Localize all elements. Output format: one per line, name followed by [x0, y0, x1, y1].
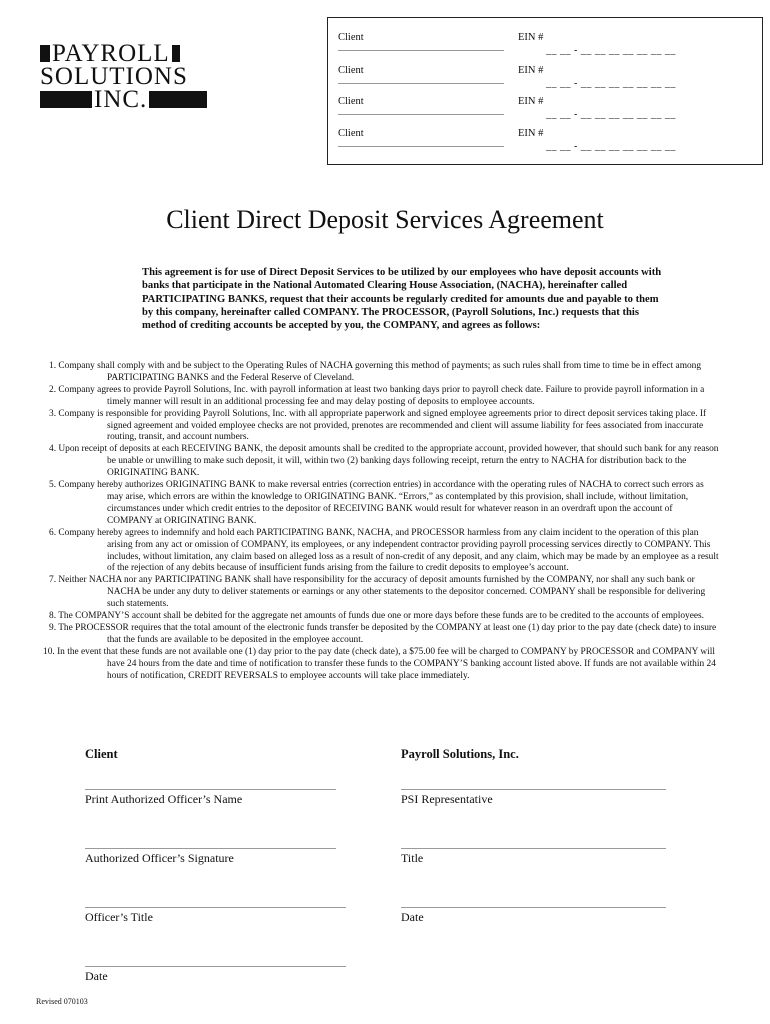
- client-row: [328, 128, 762, 160]
- logo-row-3: [40, 88, 208, 111]
- officer-title-line[interactable]: [85, 907, 346, 908]
- ein-field[interactable]: __ __ - __ __ __ __ __ __ __: [546, 141, 676, 152]
- logo-row-1: [40, 42, 208, 65]
- logo-block: [40, 91, 92, 108]
- ein-label: EIN #: [518, 96, 544, 107]
- logo-text-solutions: SOLUTIONS: [40, 63, 188, 90]
- officer-title-label: Officer’s Title: [85, 910, 153, 924]
- officer-name-line[interactable]: [85, 789, 336, 790]
- officer-signature-label: Authorized Officer’s Signature: [85, 851, 234, 865]
- ein-field[interactable]: __ __ - __ __ __ __ __ __ __: [546, 45, 676, 56]
- title-label: Title: [401, 851, 424, 865]
- psi-representative-label: PSI Representative: [401, 792, 493, 806]
- psi-date-line[interactable]: [401, 907, 666, 908]
- client-row: [328, 32, 762, 64]
- term-item: 2. Company agrees to provide Payroll Solutions, Inc. with payroll information at least two banking days prior to payroll check date. Failure to provide payroll information in a timely manner will result in an additional processing fee and may delay posting of deposits to employee accounts.: [49, 384, 705, 407]
- logo-block: [172, 45, 180, 62]
- logo-block: [40, 45, 50, 62]
- client-row: [328, 65, 762, 97]
- ein-label: EIN #: [518, 32, 544, 43]
- logo-text-payroll: PAYROLL: [52, 40, 170, 67]
- client-ein-box: [327, 17, 763, 165]
- client-row: [328, 96, 762, 128]
- term-item: 9. The PROCESSOR requires that the total amount of the electronic funds transfer be deposited by the COMPANY at least one (1) day prior to the pay date (check date) to insure that the funds are available to be deposited in the employee account.: [49, 622, 717, 645]
- client-name-field[interactable]: [338, 114, 504, 115]
- intro-paragraph: This agreement is for use of Direct Deposit Services to be utilized by our employees who have deposit accounts with banks that participate in the National Automated Clearing House Association, (NACHA), hereinafter called PARTICIPATING BANKS, request that their accounts be regularly credited for amounts due and payable to them by this company, hereinafter called COMPANY. The PROCESSOR, (Payroll Solutions, Inc.) requests that this method of crediting accounts be accepted by you, the COMPANY, and agrees as follows:: [142, 267, 662, 332]
- ein-field[interactable]: __ __ - __ __ __ __ __ __ __: [546, 78, 676, 89]
- client-heading: Client: [85, 747, 118, 761]
- client-label: Client: [338, 128, 364, 139]
- term-item: 4. Upon receipt of deposits at each RECEIVING BANK, the deposit amounts shall be credited to the appropriate account, provided however, that should such bank for any reason be unable or unwilling to make such deposit, it will, within two (2) banking days following receipt, return the entry to NACHA for distribution back to the ORIGINATING BANK.: [49, 444, 719, 479]
- term-item: 8. The COMPANY’S account shall be debited for the aggregate net amounts of funds due one or more days before these funds are to be credited to the accounts of employees.: [49, 611, 705, 622]
- term-item: 7. Neither NACHA nor any PARTICIPATING BANK shall have responsibility for the accuracy of deposit amounts furnished by the COMPANY, nor shall any such bank or NACHA be under any duty to deliver statements or earnings or any other statements to the depositor concerned. COMPANY shall be responsible for delivering such statements.: [49, 575, 706, 610]
- logo-block: [149, 91, 207, 108]
- psi-heading: Payroll Solutions, Inc.: [401, 747, 519, 761]
- officer-signature-line[interactable]: [85, 848, 336, 849]
- client-label: Client: [338, 96, 364, 107]
- date-label-left: Date: [85, 969, 108, 983]
- client-name-field[interactable]: [338, 146, 504, 147]
- company-logo: [40, 42, 208, 111]
- logo-text-inc: INC.: [94, 86, 148, 113]
- psi-title-line[interactable]: [401, 848, 666, 849]
- term-item: 6. Company hereby agrees to indemnify and hold each PARTICIPATING BANK, NACHA, and PROCESSOR harmless from any claim incident to the operation of this plan arising from any act or omission of COMPANY, its employees, or any independent contractor providing payroll processing services directly to COMPANY. This includes, without limitation, any claim based on alleged loss as a result of non-credit of any deposit, and any claim, which may be made by an employee as a result of the rejection of any debits because of insufficient funds arising from the failure to credit deposits to employee’s account.: [49, 527, 719, 574]
- print-officer-name-label: Print Authorized Officer’s Name: [85, 792, 243, 806]
- ein-label: EIN #: [518, 65, 544, 76]
- client-name-field[interactable]: [338, 83, 504, 84]
- ein-label: EIN #: [518, 128, 544, 139]
- date-label-right: Date: [401, 910, 424, 924]
- term-item: 5. Company hereby authorizes ORIGINATING BANK to make reversal entries (correction entries) in accordance with the operating rules of NACHA to correct such errors as may arise, which errors are within the knowledge to ORIGINATING BANK. “Errors,” as contemplated by this provision, shall include, without limitation, circumstances under which credit entries to the depositor of RECEIVING BANK would result for whatever reason in an overdraft upon the account of COMPANY at ORIGINATING BANK.: [49, 480, 704, 526]
- document-title: Client Direct Deposit Services Agreement: [166, 205, 604, 234]
- psi-representative-line[interactable]: [401, 789, 666, 790]
- client-date-line[interactable]: [85, 966, 346, 967]
- terms-list: [20, 361, 720, 682]
- revision-note: Revised 070103: [36, 997, 88, 1006]
- term-item: 10. In the event that these funds are not available one (1) day prior to the pay date (check date), a $75.00 fee will be charged to COMPANY by PROCESSOR and COMPANY will have 24 hours from the date and time of notification to transfer these funds to the COMPANY’S banking account listed above. If funds are not available within 24 hours of notification, CREDIT REVERSALS to employee accounts will take place immediately.: [43, 646, 716, 681]
- ein-field[interactable]: __ __ - __ __ __ __ __ __ __: [546, 109, 676, 120]
- client-label: Client: [338, 65, 364, 76]
- client-name-field[interactable]: [338, 50, 504, 51]
- term-item: 3. Company is responsible for providing Payroll Solutions, Inc. with all appropriate paperwork and signed employee agreements prior to direct deposit services taking place. If signed agreement and voided employee checks are not provided, prenotes are recommended and client will assume liability for fees associated from inaccurate routing, transit, and account numbers.: [49, 408, 707, 443]
- logo-row-2: [40, 65, 208, 88]
- term-item: 1. Company shall comply with and be subject to the Operating Rules of NACHA governing this method of payments; as such rules shall from time to time be in effect among PARTICIPATING BANKS and the Federal Reserve of Cleveland.: [49, 361, 702, 383]
- client-label: Client: [338, 32, 364, 43]
